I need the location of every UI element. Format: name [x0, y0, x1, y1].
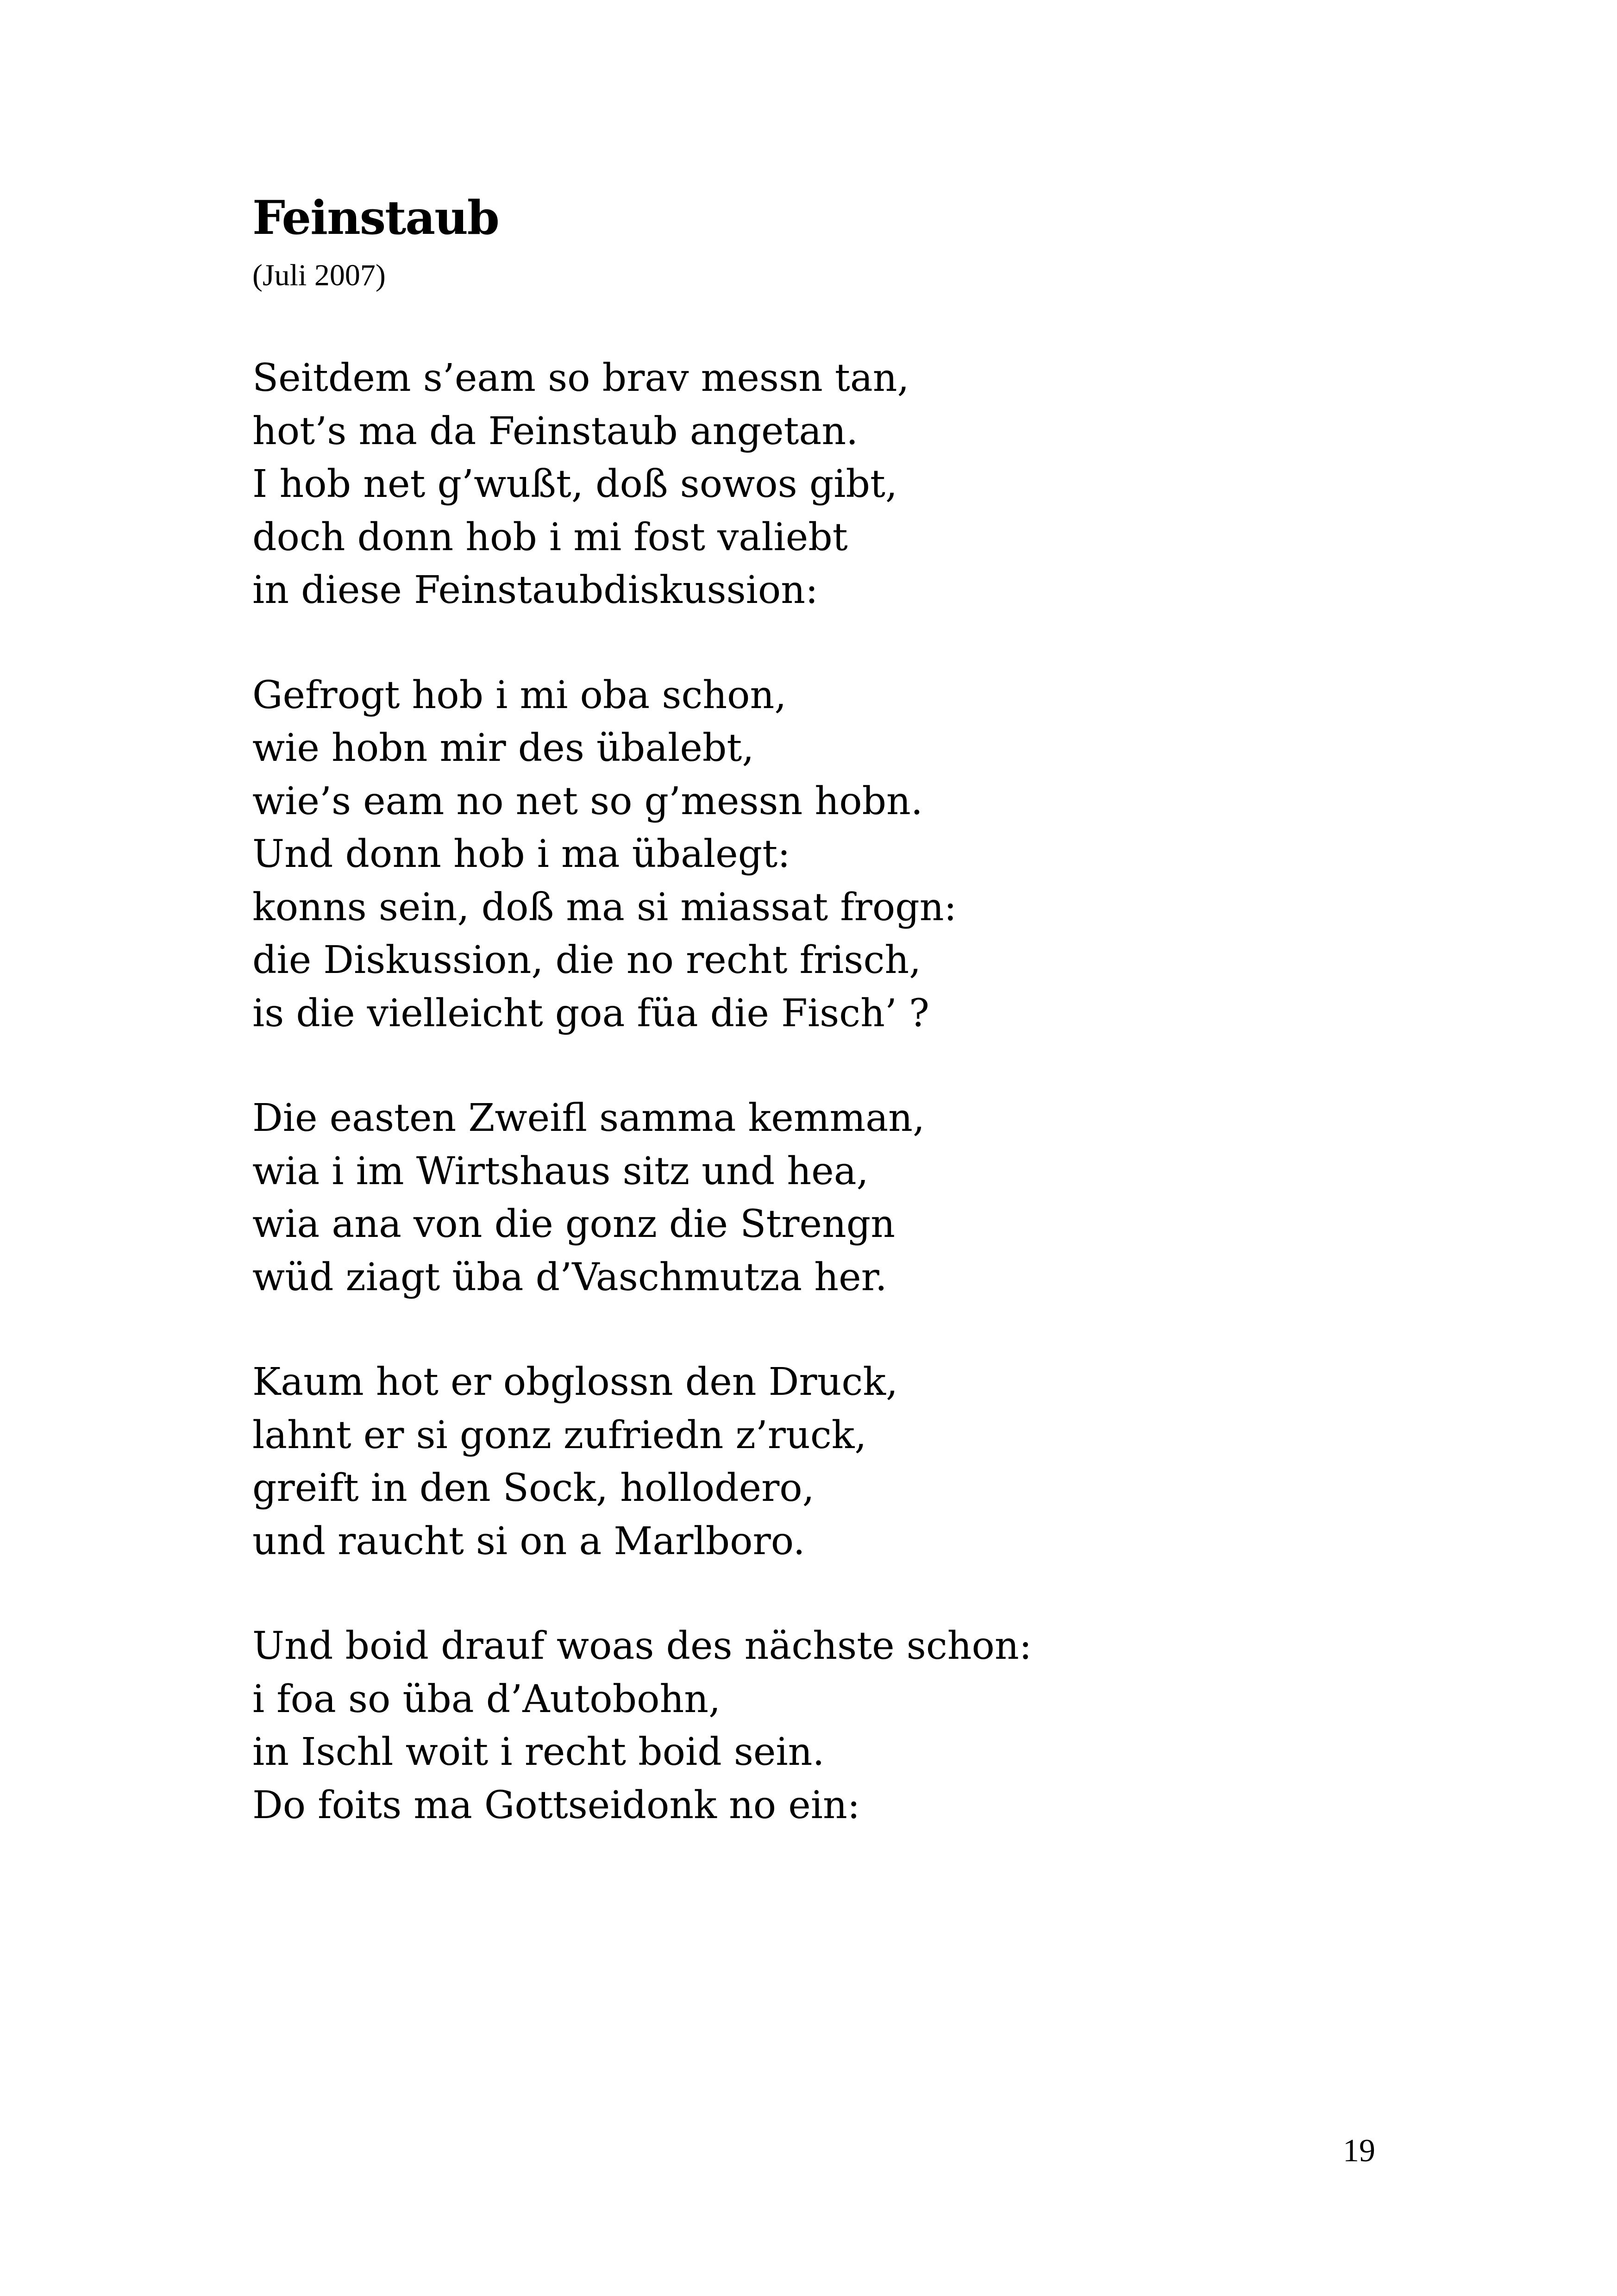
poem-line: hot’s ma da Feinstaub angetan.: [252, 409, 859, 453]
page-number: 19: [1343, 2133, 1375, 2169]
poem-line: Do foits ma Gottseidonk no ein:: [252, 1783, 860, 1827]
poem-line: wia ana von die gonz die Strengn: [252, 1202, 896, 1246]
poem-line: in Ischl woit i recht boid sein.: [252, 1730, 825, 1774]
poem-line: wüd ziagt üba d’Vaschmutza her.: [252, 1255, 887, 1299]
poem-date: (Juli 2007): [252, 258, 386, 292]
poem-line: konns sein, doß ma si miassat frogn:: [252, 885, 957, 929]
poem-line: greift in den Sock, hollodero,: [252, 1466, 815, 1510]
poem-line: Gefrogt hob i mi oba schon,: [252, 673, 787, 717]
poem-line: wie hobn mir des übalebt,: [252, 726, 754, 770]
poem-line: doch donn hob i mi fost valiebt: [252, 515, 848, 559]
poem-line: wie’s eam no net so g’messn hobn.: [252, 779, 923, 823]
stanza: [252, 1620, 1503, 1832]
poem-line: Die easten Zweifl samma kemman,: [252, 1096, 925, 1140]
poem-line: i foa so üba d’Autobohn,: [252, 1677, 721, 1721]
poem-line: lahnt er si gonz zufriedn z’ruck,: [252, 1413, 867, 1457]
poem-title: Feinstaub: [252, 190, 499, 245]
poem-line: in diese Feinstaubdiskussion:: [252, 568, 818, 612]
poem-line: und raucht si on a Marlboro.: [252, 1519, 805, 1563]
stanza: [252, 352, 1503, 617]
poem-line: I hob net g’wußt, doß sowos gibt,: [252, 462, 898, 506]
poem-body: [252, 352, 1503, 1884]
poem-line: wia i im Wirtshaus sitz und hea,: [252, 1149, 869, 1193]
stanza: [252, 669, 1503, 1041]
poem-line: Seitdem s’eam so brav messn tan,: [252, 356, 909, 400]
poem-line: Und boid drauf woas des nächste schon:: [252, 1624, 1032, 1668]
poem-line: Kaum hot er obglossn den Druck,: [252, 1360, 898, 1404]
stanza: [252, 1356, 1503, 1568]
poem-line: die Diskussion, die no recht frisch,: [252, 938, 921, 982]
poem-line: is die vielleicht goa füa die Fisch’ ?: [252, 991, 929, 1035]
poem-line: Und donn hob i ma übalegt:: [252, 832, 790, 876]
stanza: [252, 1092, 1503, 1304]
